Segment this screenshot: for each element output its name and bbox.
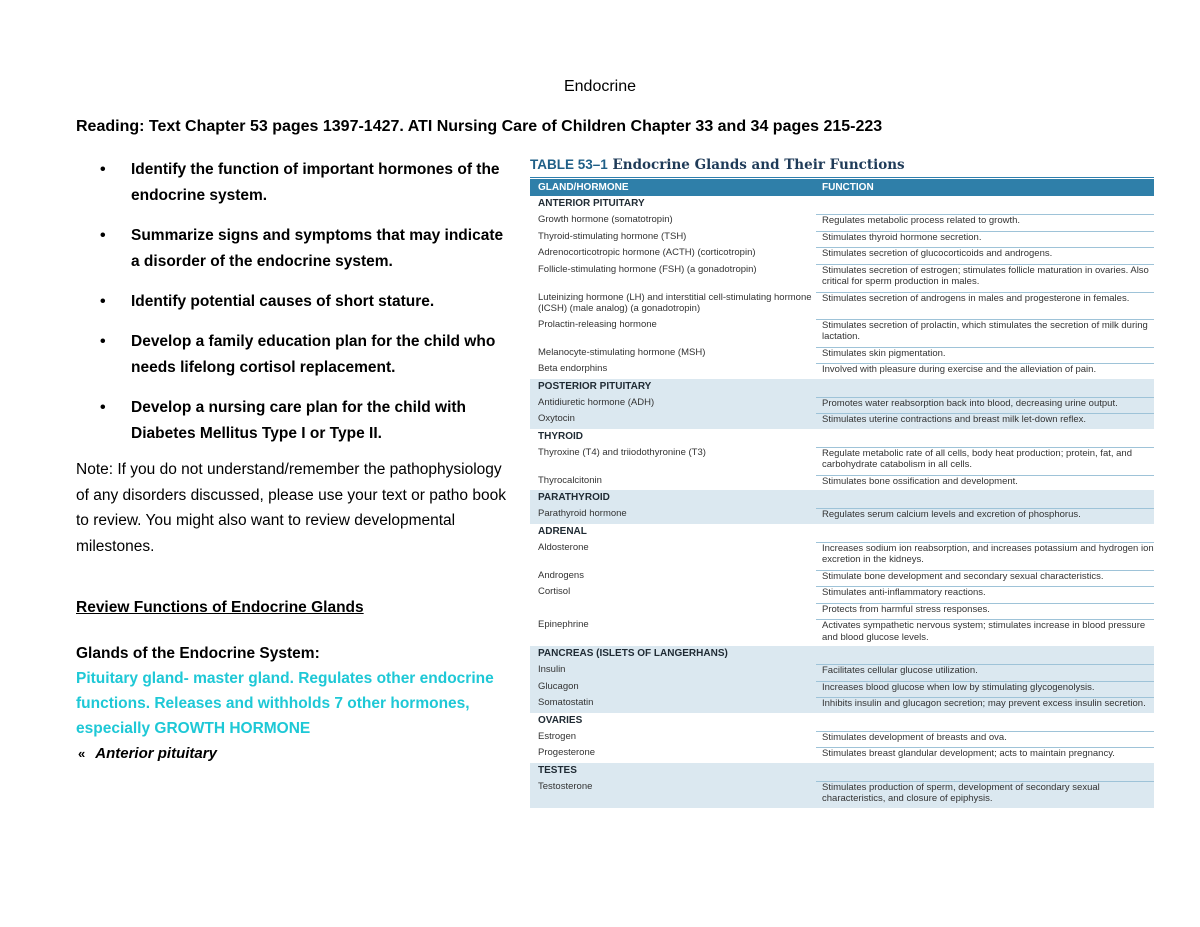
table-cell-function: Increases blood glucose when low by stimulating glycogenolysis.	[816, 681, 1154, 694]
table-cell-gland	[530, 603, 816, 616]
objectives-list	[76, 157, 516, 447]
table-section	[530, 713, 1154, 763]
table-cell-function: Activates sympathetic nervous system; stimulates increase in blood pressure and blood glucose levels.	[816, 619, 1154, 643]
reading-assignment: Reading: Text Chapter 53 pages 1397-1427. ATI Nursing Care of Children Chapter 33 and 34 pages 215-223	[76, 118, 883, 135]
table-row	[530, 779, 1154, 807]
table-row	[530, 568, 1154, 585]
objective-item	[76, 289, 516, 315]
table-section-title: PARATHYROID	[538, 492, 610, 503]
table-cell-function: Stimulates development of breasts and ova.	[816, 731, 1154, 744]
table-caption-number: TABLE 53–1	[530, 157, 608, 172]
table-cell-gland: Adrenocorticotropic hormone (ACTH) (corticotropin)	[538, 247, 756, 258]
table-cell-function: Stimulates secretion of androgens in males and progesterone in females.	[816, 292, 1154, 315]
table-cell-gland: Thyrocalcitonin	[538, 474, 602, 486]
sub-bullet-label: Anterior pituitary	[95, 745, 217, 762]
table-caption-text: Endocrine Glands and Their Functions	[612, 157, 905, 173]
objective-item	[76, 329, 516, 381]
table-section-title: POSTERIOR PITUITARY	[538, 380, 652, 392]
bullet-icon: •	[100, 227, 106, 244]
table-cell-function: Promotes water reabsorption back into blood, decreasing urine output.	[816, 397, 1154, 410]
table-cell-gland: Thyroxine (T4) and triiodothyronine (T3)	[538, 446, 706, 458]
table-row	[530, 617, 1154, 645]
table-cell-function: Inhibits insulin and glucagon secretion; may prevent excess insulin secretion.	[816, 697, 1154, 710]
table-row	[530, 584, 1154, 601]
table-cell-gland: Progesterone	[538, 747, 596, 758]
bullet-icon: •	[100, 161, 106, 178]
bullet-icon: •	[100, 399, 106, 416]
table-cell-function: Stimulates uterine contractions and breast milk let-down reflex.	[816, 413, 1154, 426]
table-section-title: ANTERIOR PITUITARY	[538, 198, 645, 209]
table-header	[530, 179, 1154, 196]
table-cell-function: Stimulates secretion of glucocorticoids and androgens.	[816, 247, 1154, 260]
table-cell-gland: Melanocyte-stimulating hormone (MSH)	[538, 346, 706, 358]
table-cell-gland: Epinephrine	[538, 619, 589, 630]
table-section	[530, 490, 1154, 524]
table-row	[530, 361, 1154, 378]
table-cell-function: Involved with pleasure during exercise and the alleviation of pain.	[816, 363, 1154, 376]
table-header-gland: GLAND/HORMONE	[538, 182, 629, 193]
objective-text: Summarize signs and symptoms that may indicate a disorder of the endocrine system.	[131, 227, 504, 270]
table-row	[530, 745, 1154, 762]
table-row	[530, 229, 1154, 246]
table-cell-gland: Testosterone	[538, 780, 593, 792]
table-cell-gland: Insulin	[538, 664, 566, 675]
objective-item	[76, 157, 516, 209]
table-cell-function: Regulates metabolic process related to growth.	[816, 214, 1154, 227]
table-row	[530, 506, 1154, 523]
objective-text: Develop a family education plan for the child who needs lifelong cortisol replacement.	[131, 333, 496, 376]
table-row	[530, 729, 1154, 746]
table-cell-gland: Somatostatin	[538, 697, 594, 708]
table-cell-gland: Cortisol	[538, 586, 571, 597]
table-cell-function: Stimulates skin pigmentation.	[816, 347, 1154, 360]
table-row	[530, 540, 1154, 568]
objective-text: Identify potential causes of short stature.	[131, 293, 435, 310]
table-row	[530, 601, 1154, 618]
table-cell-function: Increases sodium ion reabsorption, and increases potassium and hydrogen ion excretion in the kidneys.	[816, 542, 1154, 566]
table-row	[530, 262, 1154, 290]
table-cell-gland: Estrogen	[538, 730, 577, 742]
table-section	[530, 379, 1154, 429]
table-section-title: OVARIES	[538, 714, 583, 726]
table-section	[530, 646, 1154, 713]
table-row	[530, 317, 1154, 345]
table-cell-function: Protects from harmful stress responses.	[816, 603, 1154, 616]
table-cell-gland: Beta endorphins	[538, 363, 608, 374]
document-title: Endocrine	[563, 78, 637, 95]
table-row	[530, 473, 1154, 490]
endocrine-table-figure	[530, 157, 1154, 808]
table-row	[530, 245, 1154, 262]
table-row	[530, 212, 1154, 229]
table-cell-gland: Follicle-stimulating hormone (FSH) (a gonadotropin)	[538, 263, 757, 275]
table-row	[530, 411, 1154, 428]
table-cell-gland: Parathyroid hormone	[538, 508, 627, 519]
table-section	[530, 429, 1154, 491]
table-row	[530, 662, 1154, 679]
objective-item	[76, 395, 516, 447]
table-caption	[530, 157, 1154, 178]
table-section	[530, 763, 1154, 808]
table-cell-gland: Androgens	[538, 569, 584, 581]
table-cell-gland: Oxytocin	[538, 413, 575, 424]
table-row	[530, 345, 1154, 362]
left-column	[76, 157, 516, 767]
anterior-pituitary-item	[76, 741, 516, 767]
table-section	[530, 524, 1154, 647]
review-heading: Review Functions of Endocrine Glands	[76, 599, 364, 616]
table-cell-function: Facilitates cellular glucose utilization.	[816, 664, 1154, 677]
table-cell-gland: Growth hormone (somatotropin)	[538, 214, 673, 225]
table-cell-gland: Prolactin-releasing hormone	[538, 318, 657, 330]
sub-bullet-icon: «	[78, 746, 86, 761]
glands-heading: Glands of the Endocrine System:	[76, 645, 320, 662]
table-cell-function: Stimulates bone ossification and development.	[816, 475, 1154, 488]
table-cell-gland: Thyroid-stimulating hormone (TSH)	[538, 230, 687, 242]
table-cell-function: Regulates serum calcium levels and excretion of phosphorus.	[816, 508, 1154, 521]
pituitary-description: Pituitary gland- master gland. Regulates other endocrine functions. Releases and withholds 7 other hormones, especially GROWTH HORMONE	[76, 670, 494, 737]
table-cell-function: Stimulates production of sperm, development of secondary sexual characteristics, and closure of epiphysis.	[816, 781, 1154, 805]
table-row	[530, 695, 1154, 712]
table-body	[530, 196, 1154, 808]
table-cell-function: Stimulates breast glandular development; acts to maintain pregnancy.	[816, 747, 1154, 760]
table-cell-gland: Aldosterone	[538, 541, 589, 553]
bullet-icon: •	[100, 293, 106, 310]
table-row	[530, 395, 1154, 412]
bullet-icon: •	[100, 333, 106, 350]
table-cell-gland: Antidiuretic hormone (ADH)	[538, 396, 655, 408]
table-cell-gland: Glucagon	[538, 680, 579, 692]
table-cell-function: Stimulates secretion of estrogen; stimulates follicle maturation in ovaries. Also critical for sperm production in males.	[816, 264, 1154, 288]
table-cell-function: Stimulate bone development and secondary sexual characteristics.	[816, 570, 1154, 583]
table-section-title: TESTES	[538, 764, 577, 776]
objective-text: Develop a nursing care plan for the child with Diabetes Mellitus Type I or Type II.	[131, 399, 467, 442]
table-cell-function: Stimulates anti-inflammatory reactions.	[816, 586, 1154, 599]
table-row	[530, 290, 1154, 317]
table-section-title: PANCREAS (ISLETS OF LANGERHANS)	[538, 648, 728, 659]
table-row	[530, 679, 1154, 696]
table-cell-gland: Luteinizing hormone (LH) and interstitial cell-stimulating hormone (ICSH) (male analog) (a gonadotropin)	[538, 291, 812, 314]
objective-text: Identify the function of important hormones of the endocrine system.	[131, 161, 500, 204]
objective-item	[76, 223, 516, 275]
table-row	[530, 445, 1154, 473]
table-cell-function: Regulate metabolic rate of all cells, body heat production; protein, fat, and carbohydrate catabolism in all cells.	[816, 447, 1154, 471]
table-cell-function: Stimulates thyroid hormone secretion.	[816, 231, 1154, 244]
table-header-function: FUNCTION	[822, 182, 874, 193]
table-cell-function: Stimulates secretion of prolactin, which stimulates the secretion of milk during lactation.	[816, 319, 1154, 343]
table-section-title: ADRENAL	[538, 525, 587, 537]
table-section	[530, 196, 1154, 379]
note-paragraph: Note: If you do not understand/remember the pathophysiology of any disorders discussed, please use your text or patho book to review. You might also want to review developmental milestones.	[76, 461, 506, 555]
table-section-title: THYROID	[538, 430, 583, 442]
